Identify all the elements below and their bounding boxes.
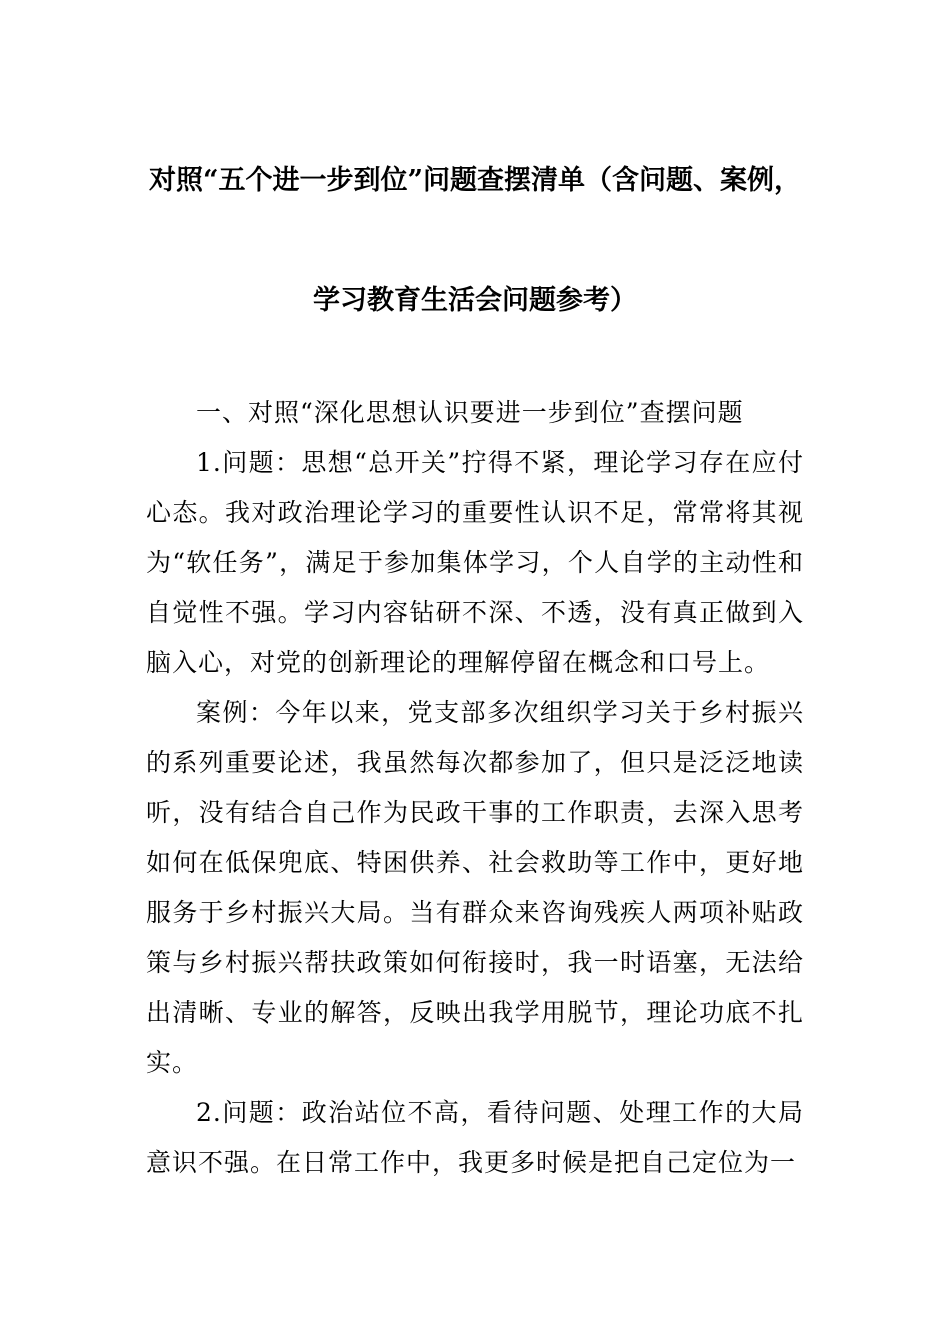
document-title-line-2: 学习教育生活会问题参考） bbox=[313, 285, 637, 316]
section-heading: 一、对照“深化思想认识要进一步到位”查摆问题 bbox=[196, 398, 744, 427]
document-body bbox=[146, 388, 804, 1188]
case-paragraph-1: 案例：今年以来，党支部多次组织学习关于乡村振兴的系列重要论述，我虽然每次都参加了，但只是泛泛地读听，没有结合自己作为民政干事的工作职责，去深入思考如何在低保兜底、特困供养、社会救助等工作中，更好地服务于乡村振兴大局。当有群众来咨询残疾人两项补贴政策与乡村振兴帮扶政策如何衔接时，我一时语塞，无法给出清晰、专业的解答，反映出我学用脱节，理论功底不扎实。 bbox=[146, 698, 804, 1077]
document-title-line-1: 对照“五个进一步到位”问题查摆清单（含问题、案例， bbox=[148, 165, 802, 196]
problem-paragraph-2: 2.问题：政治站位不高，看待问题、处理工作的大局意识不强。在日常工作中，我更多时候是把自己定位为一 bbox=[146, 1098, 804, 1177]
problem-paragraph-1: 1.问题：思想“总开关”拧得不紧，理论学习存在应付心态。我对政治理论学习的重要性认识不足，常常将其视为“软任务”，满足于参加集体学习，个人自学的主动性和自觉性不强。学习内容钻研不深、不透，没有真正做到入脑入心，对党的创新理论的理解停留在概念和口号上。 bbox=[146, 448, 804, 677]
